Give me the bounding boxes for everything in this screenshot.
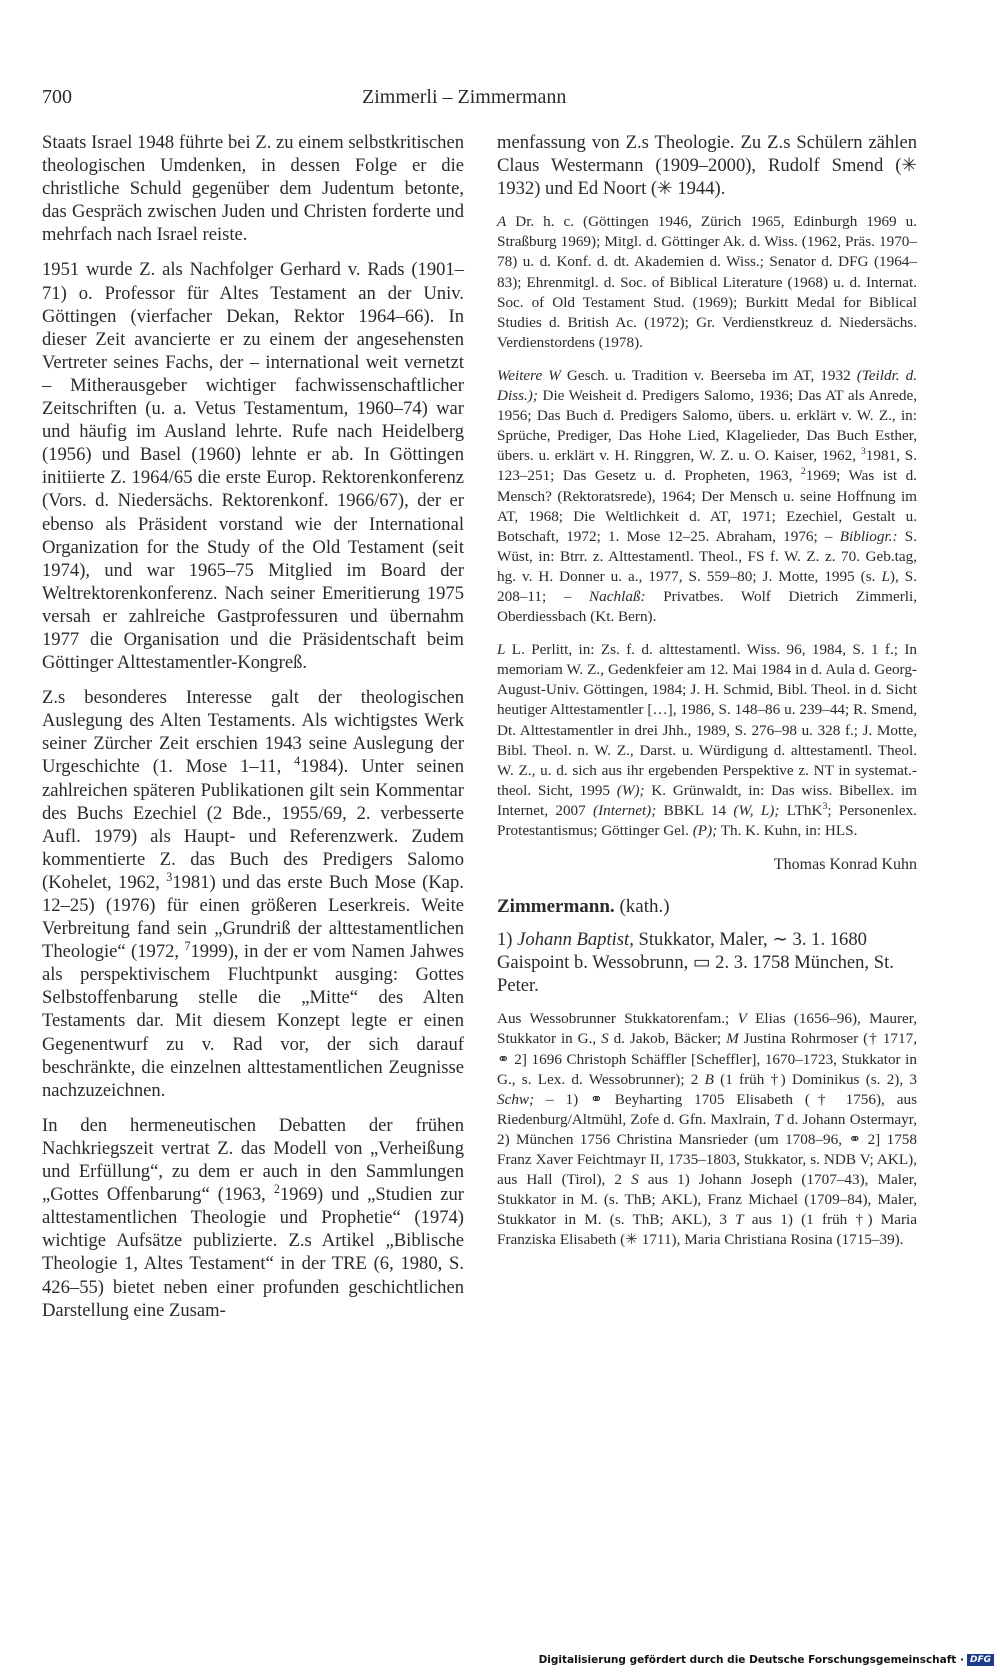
footer-text: Digitalisierung gefördert durch die Deutsche Forschungsgemeinschaft · bbox=[538, 1654, 964, 1666]
lemma-heading: Zimmermann. (kath.) bbox=[497, 896, 670, 918]
paragraph-students: menfassung von Z.s Theologie. Zu Z.s Schülern zählen Claus Westermann (1909–2000), Rudolf Smend (✳ 1932) und Ed Noort (✳ 1944). bbox=[497, 132, 917, 200]
paragraph-interest: Z.s besonderes Interesse galt der theologischen Auslegung des Alten Testaments. Als wichtigstes Werk seiner Zürcher Zeit erschien 1943 seine Auslegung der Urgeschichte (1. Mose 1–11, $^4$1984). Unter seinen zahlreichen späteren Publikationen gilt sein Kommentar des Buchs Ezechiel (2 Bde., 1955/69, 2. verbesserte Aufl. 1979) als Haupt- und Referenzwerk. Zudem kommentierte Z. das Buch des Predigers Salomo (Kohelet, 1962, $^3$1981) und das erste Buch Mose (Kap. 12–25) (1976) für einen größeren Leserkreis. Weite Verbreitung fand sein „Grundriß der alttestamentlichen Theologie“ (1972, $^7$1999), in der er vom Namen Jahwes als perspektivischem Fluchtpunkt ausging: Gottes Selbstoffenbarung stelle die „Mitte“ des Alten Testaments dar. Mit diesem Konzept legte er einen Gegenentwurf zu v. Rad vor, der sich darauf beschränkte, die einzelnen alttestamentlichen Zeugnisse nachzuzeichnen. bbox=[42, 687, 464, 1101]
digitization-footer bbox=[539, 1651, 994, 1669]
paragraph-goettingen: 1951 wurde Z. als Nachfolger Gerhard v. Rads (1901–71) o. Professor für Altes Testament an der Univ. Göttingen (vierfacher Dekan, Rektor 1964–66). In dieser Zeit avancierte er zu einem der angesehensten Vertreter seines Fachs, der – international weit vernetzt – Mitherausgeber wichtiger fachwissenschaftlicher Zeitschriften (u. a. Vetus Testamentum, 1960–74) war und häufig im Ausland lehrte. Rufe nach Heidelberg (1956) und Basel (1960) lehnte er ab. In Göttingen initiierte Z. 1964/65 die erste Europ. Rektorenkonferenz (Vors. d. Niedersächs. Rektorenkonf. 1966/67), der er ebenso als Präsident vorstand wie der International Organization for the Study of the Old Testament (seit 1974), und war 1965–75 Mitglied im Board der Weltrektorenkonferenz. Nach seiner Emeritierung 1975 versah er zahlreiche Gastprofessuren und übernahm 1977 die Organisation und die Präsidentschaft beim Göttinger Alttestamentler-Kongreß. bbox=[42, 259, 464, 674]
right-column bbox=[497, 131, 917, 1264]
works-label: Weitere W bbox=[497, 366, 561, 384]
paragraph-hermeneutics: In den hermeneutischen Debatten der frühen Nachkriegszeit vertrat Z. das Modell von „Verheißung und Erfüllung“, zu dem er auch in den Sammlungen „Gottes Offenbarung“ (1963, $^2$1969) und „Studien zur alttestamentlichen Theologie und Prophetie“ (1974) wichtige Aufsätze publizierte. Z.s Artikel „Biblische Theologie 1, Altes Testament“ in der TRE (6, 1980, S. 426–55) bietet neben einer profunden geschichtlichen Darstellung eine Zusam- bbox=[42, 1114, 465, 1321]
awards-label: A bbox=[497, 213, 507, 231]
works-section: Weitere W Gesch. u. Tradition v. Beerseba im AT, 1932 (Teildr. d. Diss.); Die Weisheit d. Predigers Salomo, 1936; Das AT als Anrede, 1956; Das Buch d. Predigers Salomo, übers. u. erklärt v. W. Z., in: Sprüche, Prediger, Das Hohe Lied, Klagelieder, Das Buch Esther, übers. u. erklärt v. H. Ringgren, W. Z. u. O. Kaiser, 1962, $^3$1981, S. 123–251; Das Gesetz u. d. Propheten, 1963, $^2$1969; Was ist d. Mensch? (Rektoratsrede), 1964; Der Mensch u. seine Hoffnung im AT, 1968; Die Weltlichkeit d. AT, 1971; Ezechiel, Gestalt u. Botschaft, 1972; 1. Mose 12–25. Abraham, 1976; – Bibliogr.: S. Wüst, in: Btrr. z. Alttestamentl. Theol., FS f. W. Z. z. 70. Geb.tag, hg. v. H. Donner u. a., 1977, S. 559–80; J. Motte, 1995 (s. L), S. 208–11; – Nachlaß: Privatbes. Wolf Dietrich Zimmerli, Oberdiessbach (Kt. Bern). bbox=[497, 366, 918, 626]
running-title: Zimmerli – Zimmermann bbox=[362, 86, 567, 108]
entry-johann-baptist: 1) Johann Baptist, Stukkator, Maler, ∼ 3. 1. 1680 Gaispoint b. Wessobrunn, ▭ 2. 3. 1758 München, St. Peter. bbox=[497, 929, 894, 997]
literature-section: L L. Perlitt, in: Zs. f. d. alttestamentl. Wiss. 96, 1984, S. 1 f.; In memoriam W. Z., Gedenkfeier am 12. Mai 1984 in d. Aula d. Georg-August-Univ. Göttingen, 1984; J. H. Schmid, Bibl. Theol. in d. Sicht heutiger Alttestamentler […], 1986, S. 148–86 u. 239–44; R. Smend, Dt. Alttestamentler in drei Jhh., 1989, S. 276–98 u. 328 f.; J. Motte, Bibl. Theol. n. W. Z., Darst. u. Würdigung d. alttestamentl. Theol. W. Z., u. d. sich aus ihr ergebenden Perspektive z. NT in systemat.-theol. Sicht, 1995 (W); K. Grünwaldt, in: Das wiss. Bibellex. im Internet, 2007 (Internet); BBKL 14 (W, L); LThK$^3$; Personenlex. Protestantismus; Göttinger Gel. (P); Th. K. Kuhn, in: HLS. bbox=[497, 641, 917, 839]
page-number: 700 bbox=[42, 86, 72, 108]
left-column bbox=[42, 131, 464, 1334]
genealogy-section: Aus Wessobrunner Stukkatorenfam.; V Elias (1656–96), Maurer, Stukkator in G., S d. Jakob, Bäcker; M Justina Rohrmoser († 1717, ⚭ 2] 1696 Christoph Schäffler [Scheffler], 1670–1723, Stukkator in G., s. Lex. d. Wessobrunner); 2 B (1 früh †) Dominikus (s. 2), 3 Schw; – 1) ⚭ Beyharting 1705 Elisabeth († 1756), aus Riedenburg/Altmühl, Zofe d. Gfn. Maxlrain, T d. Johann Ostermayr, 2) München 1756 Christina Mansrieder (um 1708–96, ⚭ 2] 1758 Franz Xaver Feichtmayr II, 1735–1803, Stukkator, s. NDB V; AKL), aus Hall (Tirol), 2 S aus 1) Johann Joseph (1707–43), Maler, Stukkator in M. (s. ThB; AKL), Franz Michael (1709–84), Maler, Stukkator in M. (s. ThB; AKL), 3 T aus 1) (1 früh †) Maria Franziska Elisabeth (✳ 1711), Maria Christiana Rosina (1715–39). bbox=[497, 1010, 918, 1249]
literature-label: L bbox=[497, 641, 506, 659]
page-header bbox=[42, 86, 598, 116]
author-signature: Thomas Konrad Kuhn bbox=[773, 856, 917, 874]
paragraph-israel: Staats Israel 1948 führte bei Z. zu einem selbstkritischen theologischen Umdenken, in dessen Folge er die christliche Schuld gegenüber dem Judentum betonte, das Gespräch zwischen Juden und Christen forderte und mehrfach nach Israel reiste. bbox=[42, 132, 464, 246]
awards-section: A Dr. h. c. (Göttingen 1946, Zürich 1965, Edinburgh 1969 u. Straßburg 1969); Mitgl. d. Göttinger Ak. d. Wiss. (1962, Präs. 1970–78) u. d. Konf. d. dt. Akademien d. Wiss.; Senator d. DFG (1964–83); Ehrenmitgl. d. Soc. of Biblical Literature (1968) u. d. Internat. Soc. of Old Testament Stud. (1969); Burkitt Medal for Biblical Studies d. British Ac. (1972); Gr. Verdienstkreuz d. Niedersächs. Verdienstordens (1978). bbox=[497, 213, 917, 351]
dfg-logo: DFG bbox=[967, 1654, 994, 1666]
